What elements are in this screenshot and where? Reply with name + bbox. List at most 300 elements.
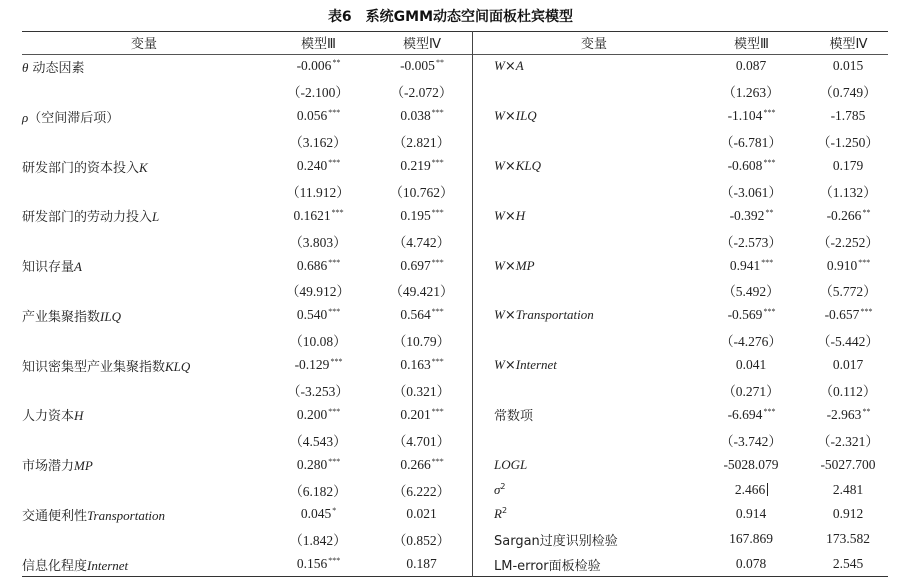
significance-stars: *** bbox=[763, 307, 776, 317]
model3-right-cell bbox=[694, 129, 809, 154]
variable-label-r bbox=[494, 203, 694, 228]
significance-stars: *** bbox=[328, 108, 341, 118]
significance-stars: *** bbox=[763, 406, 776, 416]
label-superscript: 2 bbox=[501, 506, 508, 516]
coef-value: 0.195 bbox=[400, 207, 431, 223]
label-text: 人力资本 bbox=[22, 409, 75, 425]
variable-label-r bbox=[494, 79, 694, 104]
table-row bbox=[22, 427, 888, 452]
model3-left-cell bbox=[266, 477, 371, 502]
label-symbol: L bbox=[152, 209, 160, 225]
variable-label-r bbox=[494, 427, 694, 452]
coef-value: （6.182） bbox=[289, 483, 347, 499]
model4-right-cell bbox=[809, 278, 888, 303]
model4-right-cell bbox=[809, 328, 888, 353]
coef-value: -1.104 bbox=[727, 108, 763, 124]
coef-value: -0.569 bbox=[727, 307, 763, 323]
gap-cell bbox=[473, 452, 494, 477]
model4-right-cell bbox=[809, 203, 888, 228]
model4-right-cell bbox=[809, 129, 888, 154]
coef-value: （0.271） bbox=[722, 384, 780, 400]
coef-value: -2.963 bbox=[826, 406, 862, 422]
variable-label-l bbox=[22, 402, 266, 427]
significance-stars: ** bbox=[862, 406, 871, 416]
coef-value: 0.1621 bbox=[293, 207, 331, 223]
model4-right-cell bbox=[809, 79, 888, 104]
model3-left-cell bbox=[266, 54, 371, 79]
model3-right-cell bbox=[694, 378, 809, 403]
significance-stars: ** bbox=[332, 58, 341, 68]
label-symbol: KLQ bbox=[165, 358, 191, 374]
model3-left-cell bbox=[266, 303, 371, 328]
label-symbol-2: Internet bbox=[515, 357, 557, 373]
gap-cell bbox=[473, 328, 494, 353]
gap-cell bbox=[473, 502, 494, 527]
significance-stars: *** bbox=[431, 108, 444, 118]
model4-left-cell bbox=[371, 79, 473, 104]
significance-stars: ** bbox=[765, 207, 774, 217]
model4-left-cell bbox=[371, 253, 473, 278]
model4-right-cell bbox=[809, 104, 888, 129]
coef-value: 0.912 bbox=[832, 506, 864, 522]
label-symbol: ILQ bbox=[100, 308, 121, 324]
model4-left-cell bbox=[371, 353, 473, 378]
model4-right-cell bbox=[809, 178, 888, 203]
model4-right-cell bbox=[809, 154, 888, 179]
model3-left-cell bbox=[266, 178, 371, 203]
model4-right-cell bbox=[809, 303, 888, 328]
model3-left-cell bbox=[266, 427, 371, 452]
header-variable-right: 变量 bbox=[580, 37, 607, 52]
coef-value: -6.694 bbox=[727, 406, 763, 422]
coef-value: 0.697 bbox=[400, 257, 431, 273]
coef-value: -0.005 bbox=[400, 58, 435, 74]
model3-right-cell bbox=[694, 402, 809, 427]
table-row bbox=[22, 203, 888, 228]
significance-stars: ** bbox=[862, 207, 871, 217]
variable-label-l bbox=[22, 378, 266, 403]
header-variable-left: 变量 bbox=[130, 37, 157, 52]
label-text-suffix: × bbox=[504, 308, 516, 324]
coef-value: （4.742） bbox=[392, 234, 451, 250]
coef-value: 0.280 bbox=[296, 456, 328, 472]
table-row bbox=[22, 104, 888, 129]
label-text-suffix: × bbox=[504, 159, 516, 174]
model4-left-cell bbox=[371, 104, 473, 129]
table-body bbox=[22, 54, 888, 577]
header-model3-left: 模型Ⅲ bbox=[301, 37, 336, 52]
model3-left-cell bbox=[266, 203, 371, 228]
model4-right-cell bbox=[809, 54, 888, 79]
coef-value: （-2.573） bbox=[720, 234, 782, 250]
model3-right-cell bbox=[694, 104, 809, 129]
variable-label-r bbox=[494, 228, 694, 253]
significance-stars: *** bbox=[431, 307, 444, 317]
coef-value: 0.156 bbox=[296, 556, 328, 572]
model3-right-cell bbox=[694, 502, 809, 527]
table-row bbox=[22, 353, 888, 378]
model4-left-cell bbox=[371, 228, 473, 253]
label-text: 研发部门的劳动力投入 bbox=[22, 210, 153, 226]
coef-value: （-6.781） bbox=[720, 135, 782, 151]
label-symbol: K bbox=[139, 159, 148, 175]
table-row bbox=[22, 129, 888, 154]
coef-value: （1.132） bbox=[819, 184, 877, 200]
coef-value: 0.163 bbox=[400, 357, 431, 373]
coef-value: （4.543） bbox=[289, 433, 347, 449]
model4-left-cell bbox=[371, 54, 473, 79]
label-symbol: W bbox=[494, 58, 505, 74]
label-symbol: θ bbox=[22, 59, 29, 75]
gap-cell bbox=[473, 552, 494, 577]
coef-value: -5027.700 bbox=[820, 456, 876, 472]
coef-value: （0.749） bbox=[819, 85, 877, 101]
coef-value: 0.200 bbox=[296, 406, 328, 422]
significance-stars: *** bbox=[331, 207, 344, 217]
label-text-suffix: × bbox=[504, 258, 516, 274]
variable-label-l bbox=[22, 477, 266, 502]
coef-value: （-2.100） bbox=[287, 85, 349, 101]
coef-value: （-3.061） bbox=[720, 184, 782, 200]
coef-value: 0.078 bbox=[735, 556, 767, 572]
label-text: 信息化程度 bbox=[22, 558, 88, 574]
gap-cell bbox=[473, 129, 494, 154]
coef-value: 0.201 bbox=[400, 406, 431, 422]
coef-value: （3.803） bbox=[289, 234, 347, 250]
coef-value: -0.608 bbox=[727, 158, 763, 173]
model3-left-cell bbox=[266, 129, 371, 154]
significance-stars: * bbox=[332, 506, 337, 516]
label-symbol: W bbox=[494, 357, 505, 373]
model3-right-cell bbox=[694, 278, 809, 303]
label-text: 产业集聚指数 bbox=[22, 309, 101, 325]
table-row bbox=[22, 477, 888, 502]
coef-value: -0.392 bbox=[729, 207, 765, 223]
coef-value: -0.006 bbox=[296, 58, 332, 74]
variable-label-l bbox=[22, 253, 266, 278]
variable-label-l bbox=[22, 502, 266, 527]
model3-right-cell bbox=[694, 328, 809, 353]
coef-value: 0.910 bbox=[826, 257, 858, 273]
header-model4-right: 模型Ⅳ bbox=[829, 37, 868, 52]
variable-label-l bbox=[22, 527, 266, 552]
variable-label-r bbox=[494, 278, 694, 303]
significance-stars: ** bbox=[435, 58, 444, 68]
model3-left-cell bbox=[266, 552, 371, 577]
model3-right-cell bbox=[694, 203, 809, 228]
gap-cell bbox=[473, 253, 494, 278]
coef-value: 0.219 bbox=[400, 158, 431, 173]
label-symbol: σ bbox=[494, 481, 501, 497]
model4-left-cell bbox=[371, 402, 473, 427]
variable-label-r bbox=[494, 104, 694, 129]
variable-label-r bbox=[494, 552, 694, 577]
model3-left-cell bbox=[266, 353, 371, 378]
table-row bbox=[22, 154, 888, 179]
coef-value: （10.762） bbox=[389, 184, 454, 200]
variable-label-l bbox=[22, 79, 266, 104]
label-symbol: Internet bbox=[87, 557, 129, 573]
significance-stars: *** bbox=[858, 257, 871, 267]
coef-value: （49.912） bbox=[285, 284, 351, 300]
table-title: 表6 系统GMM动态空间面板杜宾模型 bbox=[327, 9, 574, 25]
label-symbol: W bbox=[494, 257, 505, 273]
coef-value: （1.263） bbox=[722, 85, 780, 101]
table-row bbox=[22, 79, 888, 104]
model4-left-cell bbox=[371, 278, 473, 303]
table-row bbox=[22, 378, 888, 403]
coef-value: （-2.321） bbox=[817, 433, 879, 449]
model3-right-cell bbox=[694, 228, 809, 253]
variable-label-r bbox=[494, 253, 694, 278]
model4-left-cell bbox=[371, 328, 473, 353]
model4-left-cell bbox=[371, 427, 473, 452]
label-symbol: W bbox=[494, 108, 505, 124]
significance-stars: *** bbox=[431, 257, 444, 267]
coef-value: 0.941 bbox=[729, 257, 761, 273]
label-symbol-2: Transportation bbox=[515, 307, 594, 323]
table-row bbox=[22, 328, 888, 353]
variable-label-r bbox=[494, 527, 694, 552]
significance-stars: *** bbox=[860, 307, 873, 317]
coef-value: 0.914 bbox=[735, 506, 767, 522]
text-cursor bbox=[767, 483, 768, 496]
coef-value: 2.481 bbox=[832, 481, 864, 497]
label-symbol: LOGL bbox=[494, 456, 528, 472]
model4-left-cell bbox=[371, 502, 473, 527]
variable-label-l bbox=[22, 178, 266, 203]
model3-left-cell bbox=[266, 154, 371, 179]
significance-stars: *** bbox=[431, 406, 444, 416]
significance-stars: *** bbox=[431, 357, 444, 367]
coef-value: （-3.253） bbox=[287, 384, 349, 400]
label-text: 交通便利性 bbox=[22, 508, 88, 524]
coef-value: （5.492） bbox=[722, 284, 780, 300]
variable-label-r bbox=[494, 502, 694, 527]
gap-cell bbox=[473, 54, 494, 79]
variable-label-l bbox=[22, 228, 266, 253]
table-row bbox=[22, 278, 888, 303]
label-symbol: W bbox=[494, 307, 505, 323]
coef-value: 0.179 bbox=[832, 158, 864, 173]
table-row bbox=[22, 178, 888, 203]
coef-value: （1.842） bbox=[289, 533, 347, 549]
coef-value: 0.041 bbox=[735, 357, 767, 373]
label-text: 知识密集型产业集聚指数 bbox=[22, 359, 166, 375]
model3-left-cell bbox=[266, 104, 371, 129]
significance-stars: *** bbox=[761, 257, 774, 267]
coef-value: （10.79） bbox=[392, 334, 451, 350]
variable-label-r bbox=[494, 178, 694, 203]
model3-right-cell bbox=[694, 79, 809, 104]
coef-value: （-5.442） bbox=[817, 334, 879, 350]
model4-left-cell bbox=[371, 527, 473, 552]
coef-value: 0.045 bbox=[300, 506, 332, 522]
coef-value: 167.869 bbox=[729, 531, 773, 547]
significance-stars: *** bbox=[328, 456, 341, 466]
variable-label-l bbox=[22, 427, 266, 452]
significance-stars: *** bbox=[328, 158, 341, 167]
variable-label-l bbox=[22, 353, 266, 378]
label-superscript: 2 bbox=[500, 481, 506, 491]
variable-label-r bbox=[494, 303, 694, 328]
label-text-suffix: × bbox=[504, 358, 516, 374]
label-text-suffix: × bbox=[504, 109, 516, 125]
label-symbol-2: ILQ bbox=[515, 108, 537, 124]
model4-left-cell bbox=[371, 378, 473, 403]
coef-value: 2.466 bbox=[734, 481, 766, 497]
model3-right-cell bbox=[694, 452, 809, 477]
coef-value: 0.240 bbox=[296, 158, 328, 173]
significance-stars: *** bbox=[763, 108, 776, 118]
header-model3-right: 模型Ⅲ bbox=[734, 37, 769, 52]
coef-value: （10.08） bbox=[289, 334, 347, 350]
coef-value: 0.540 bbox=[296, 307, 328, 323]
coef-value: -0.657 bbox=[824, 307, 860, 323]
model4-right-cell bbox=[809, 228, 888, 253]
significance-stars: *** bbox=[431, 456, 444, 466]
coef-value: 0.266 bbox=[400, 456, 431, 472]
header-model4-left: 模型Ⅳ bbox=[403, 37, 441, 52]
results-table bbox=[22, 31, 888, 577]
variable-label-l bbox=[22, 104, 266, 129]
label-symbol: H bbox=[74, 408, 84, 424]
model4-left-cell bbox=[371, 203, 473, 228]
model4-left-cell bbox=[371, 552, 473, 577]
variable-label-r bbox=[494, 353, 694, 378]
coef-value: -0.266 bbox=[826, 207, 862, 223]
label-symbol-2: H bbox=[515, 207, 526, 223]
model3-left-cell bbox=[266, 79, 371, 104]
gap-cell bbox=[473, 527, 494, 552]
table-row bbox=[22, 502, 888, 527]
model4-right-cell bbox=[809, 527, 888, 552]
significance-stars: *** bbox=[763, 158, 776, 167]
model4-right-cell bbox=[809, 253, 888, 278]
model4-right-cell bbox=[809, 452, 888, 477]
gap-cell bbox=[473, 178, 494, 203]
variable-label-l bbox=[22, 328, 266, 353]
coef-value: 0.015 bbox=[832, 58, 864, 74]
label-text-suffix: 动态因素 bbox=[28, 60, 85, 76]
header-gap bbox=[473, 31, 494, 54]
significance-stars: *** bbox=[328, 406, 341, 416]
table-row bbox=[22, 253, 888, 278]
gap-cell bbox=[473, 104, 494, 129]
coef-value: -5028.079 bbox=[723, 456, 779, 472]
significance-stars: *** bbox=[431, 158, 444, 167]
table-row bbox=[22, 54, 888, 79]
gap-cell bbox=[473, 427, 494, 452]
variable-label-r bbox=[494, 54, 694, 79]
model4-left-cell bbox=[371, 477, 473, 502]
significance-stars: *** bbox=[330, 357, 343, 367]
model4-right-cell bbox=[809, 427, 888, 452]
model4-right-cell bbox=[809, 477, 888, 502]
label-text: Sargan过度识别检验 bbox=[494, 533, 618, 549]
model3-right-cell bbox=[694, 178, 809, 203]
variable-label-l bbox=[22, 452, 266, 477]
label-text: 市场潜力 bbox=[22, 459, 75, 475]
coef-value: （5.772） bbox=[819, 284, 877, 300]
model3-left-cell bbox=[266, 253, 371, 278]
significance-stars: *** bbox=[328, 556, 341, 566]
significance-stars: *** bbox=[328, 257, 341, 267]
variable-label-l bbox=[22, 552, 266, 577]
label-text: 常数项 bbox=[494, 409, 534, 425]
model3-right-cell bbox=[694, 427, 809, 452]
coef-value: （2.821） bbox=[392, 135, 451, 151]
label-symbol: R bbox=[494, 506, 502, 522]
variable-label-r bbox=[494, 452, 694, 477]
coef-value: 0.564 bbox=[400, 307, 431, 323]
variable-label-r bbox=[494, 477, 694, 502]
label-symbol: A bbox=[74, 259, 82, 275]
variable-label-r bbox=[494, 154, 694, 179]
coef-value: （0.321） bbox=[392, 384, 451, 400]
gap-cell bbox=[473, 278, 494, 303]
table-row bbox=[22, 228, 888, 253]
coef-value: 0.021 bbox=[406, 506, 437, 522]
table-row bbox=[22, 402, 888, 427]
variable-label-l bbox=[22, 278, 266, 303]
gap-cell bbox=[473, 353, 494, 378]
coef-value: （-4.276） bbox=[720, 334, 782, 350]
coef-value: 173.582 bbox=[826, 531, 870, 547]
table-row bbox=[22, 303, 888, 328]
coef-value: （3.162） bbox=[289, 135, 347, 151]
model4-right-cell bbox=[809, 402, 888, 427]
model3-right-cell bbox=[694, 527, 809, 552]
label-symbol: Transportation bbox=[87, 507, 166, 523]
model4-left-cell bbox=[371, 303, 473, 328]
model4-left-cell bbox=[371, 129, 473, 154]
coef-value: 0.056 bbox=[296, 108, 328, 124]
model3-left-cell bbox=[266, 527, 371, 552]
coef-value: （-3.742） bbox=[720, 433, 782, 449]
coef-value: （6.222） bbox=[392, 483, 451, 499]
model4-right-cell bbox=[809, 502, 888, 527]
variable-label-l bbox=[22, 129, 266, 154]
coef-value: （-1.250） bbox=[817, 135, 879, 151]
coef-value: （0.852） bbox=[392, 533, 451, 549]
model3-right-cell bbox=[694, 303, 809, 328]
coef-value: -0.129 bbox=[294, 357, 330, 373]
table-row bbox=[22, 527, 888, 552]
table-row bbox=[22, 452, 888, 477]
coef-value: 0.038 bbox=[400, 108, 431, 124]
label-text: 研发部门的资本投入 bbox=[22, 160, 140, 176]
variable-label-r bbox=[494, 378, 694, 403]
model3-right-cell bbox=[694, 54, 809, 79]
label-symbol-2: KLQ bbox=[515, 158, 542, 173]
coef-value: （11.912） bbox=[286, 184, 350, 200]
model3-left-cell bbox=[266, 328, 371, 353]
label-text-suffix: × bbox=[504, 59, 516, 75]
model4-left-cell bbox=[371, 178, 473, 203]
significance-stars: *** bbox=[431, 207, 444, 217]
model3-left-cell bbox=[266, 452, 371, 477]
label-symbol: W bbox=[494, 158, 505, 173]
label-symbol: ρ bbox=[22, 109, 29, 125]
gap-cell bbox=[473, 402, 494, 427]
model4-left-cell bbox=[371, 452, 473, 477]
model3-left-cell bbox=[266, 378, 371, 403]
variable-label-l bbox=[22, 54, 266, 79]
table-row bbox=[22, 552, 888, 577]
label-text: 知识存量 bbox=[22, 260, 75, 276]
coef-value: 0.017 bbox=[832, 357, 864, 373]
